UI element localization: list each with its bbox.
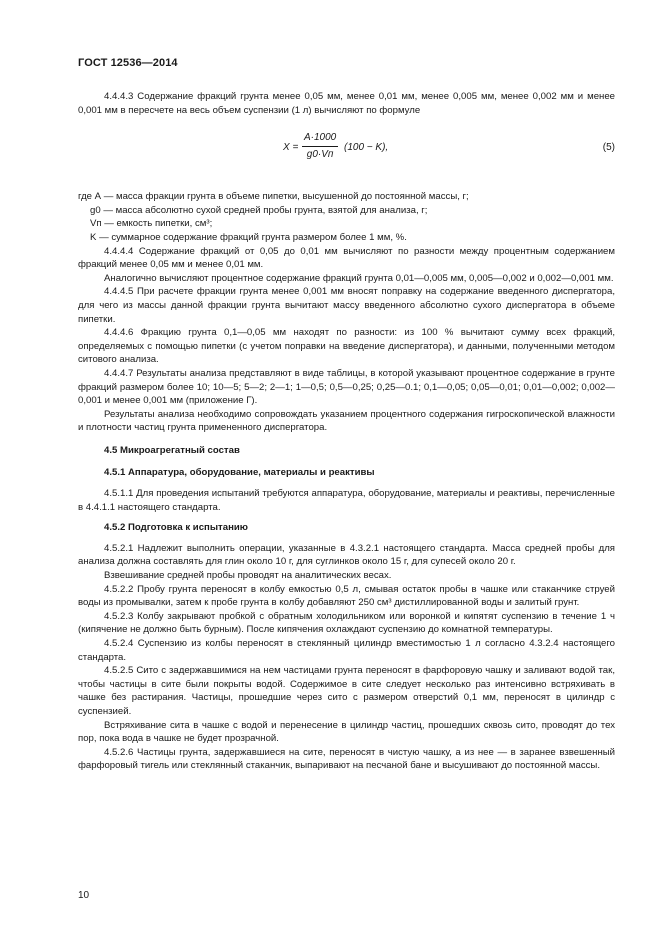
paragraph-analog: Аналогично вычисляют процентное содержание фракций грунта 0,01—0,005 мм, 0,005—0,002 и 0,002—0,001 мм. <box>104 272 614 284</box>
paragraph-4522: 4.5.2.2 Пробу грунта переносят в колбу емкостью 0,5 л, смывая остаток пробы в чашке или стаканчике струей воды из промывалки, затем к пробе грунта в колбу добавляют 250 см³ дистиллированной воды и залитый грунт. <box>78 583 615 609</box>
paragraph-4511: 4.5.1.1 Для проведения испытаний требуются аппаратура, оборудование, материалы и реактивы, перечисленные в 4.4.1.1 настоящего стандарта. <box>78 488 615 513</box>
formula-tail: (100 − K), <box>344 142 389 154</box>
paragraph-4443: 4.4.4.3 Содержание фракций грунта менее 0,05 мм, менее 0,01 мм, менее 0,005 мм, менее 0,002 мм и менее 0,001 мм в пересчете на весь объем суспензии (1 л) вычисляют по формуле <box>78 91 615 116</box>
formula-denominator: g0·Vп <box>306 148 334 160</box>
definition-g0: g0 — масса абсолютно сухой средней пробы грунта, взятой для анализа, г; <box>90 204 428 216</box>
paragraph-results: Результаты анализа необходимо сопровождать указанием процентного содержания гигроскопической влажности и плотности частиц грунта примененного диспергатора. <box>78 408 615 434</box>
paragraph-4447: 4.4.4.7 Результаты анализа представляют в виде таблицы, в которой указывают процентное содержание в грунте фракций размером более 10; 10—5; 5—2; 2—1; 1—0,5; 0,5—0,25; 0,25—0.1; 0,1—0,05; 0,05—0,01; 0,01—0,002; 0,002—0,001 и менее 0,001 мм (приложение Г). <box>78 367 615 407</box>
paragraph-4523: 4.5.2.3 Колбу закрывают пробкой с обратным холодильником или воронкой и кипятят суспензию в течение 1 ч (кипячение не должно быть бурным). После кипячения охлаждают суспензию до комнатной температуры. <box>78 610 615 636</box>
formula-lhs: X = <box>283 142 299 154</box>
definition-k: K — суммарное содержание фракций грунта размером более 1 мм, %. <box>90 231 407 243</box>
paragraph-4521: 4.5.2.1 Надлежит выполнить операции, указанные в 4.3.2.1 настоящего стандарта. Масса средней пробы для анализа должна составлять для глин около 10 г, для суглинков около 15 г, для супесей около 20 г. <box>78 542 615 568</box>
page-header: ГОСТ 12536—2014 <box>78 57 178 69</box>
page-number: 10 <box>78 890 90 901</box>
formula-numerator: A·1000 <box>302 131 338 147</box>
formula-number: (5) <box>602 142 615 154</box>
heading-4-5-2: 4.5.2 Подготовка к испытанию <box>104 522 248 534</box>
paragraph-4526: 4.5.2.6 Частицы грунта, задержавшиеся на сите, переносят в чистую чашку, а из нее — в заранее взвешенный фарфоровый тигель или стеклянный стаканчик, выпаривают на песчаной бане и высушивают до постоянной массы. <box>78 746 615 772</box>
paragraph-weighing: Взвешивание средней пробы проводят на аналитических весах. <box>104 570 392 582</box>
formula-5 <box>78 131 615 181</box>
definition-vp: Vп — емкость пипетки, см³; <box>90 218 213 230</box>
body-text <box>78 90 615 773</box>
paragraph-4446: 4.4.4.6 Фракцию грунта 0,1—0,05 мм находят по разности: из 100 % вычитают сумму всех фракций, определяемых с помощью пипетки (с учетом поправки на введение диспергатора), и данными, полученными методом ситового анализа. <box>78 327 615 366</box>
heading-4-5-1: 4.5.1 Аппаратура, оборудование, материалы и реактивы <box>104 467 375 479</box>
paragraph-shaking: Встряхивание сита в чашке с водой и перенесение в цилиндр частиц, прошедших сквозь сито, проводят до тех пор, пока вода в чашке не будет прозрачной. <box>78 719 615 745</box>
paragraph-4444: 4.4.4.4 Содержание фракций от 0,05 до 0,01 мм вычисляют по разности между процентным содержанием фракций менее 0,05 мм и менее 0,01 мм. <box>78 245 615 271</box>
paragraph-4524: 4.5.2.4 Суспензию из колбы переносят в стеклянный цилиндр вместимостью 1 л согласно 4.3.2.4 настоящего стандарта. <box>78 638 615 663</box>
paragraph-4525: 4.5.2.5 Сито с задержавшимися на нем частицами грунта переносят в фарфоровую чашку и заливают водой так, чтобы частицы в сите были покрыты водой. Содержимое в сите следует несколько раз интенсивно встряхивать в чашке без растирания. Частицы, прошедшие через сито с размером отверстий 0,1 мм, переносят в цилиндр с суспензией. <box>78 665 615 717</box>
formula-fraction <box>302 131 338 161</box>
heading-4-5: 4.5 Микроагрегатный состав <box>104 444 240 456</box>
paragraph-4445: 4.4.4.5 При расчете фракции грунта менее 0,001 мм вносят поправку на содержание введенного диспергатора, для чего из массы данной фракции грунта вычитают массу введенного абсолютно сухого диспергатора в объеме пипетки. <box>78 286 615 325</box>
definition-a: где А — масса фракции грунта в объеме пипетки, высушенной до постоянной массы, г; <box>78 191 469 203</box>
